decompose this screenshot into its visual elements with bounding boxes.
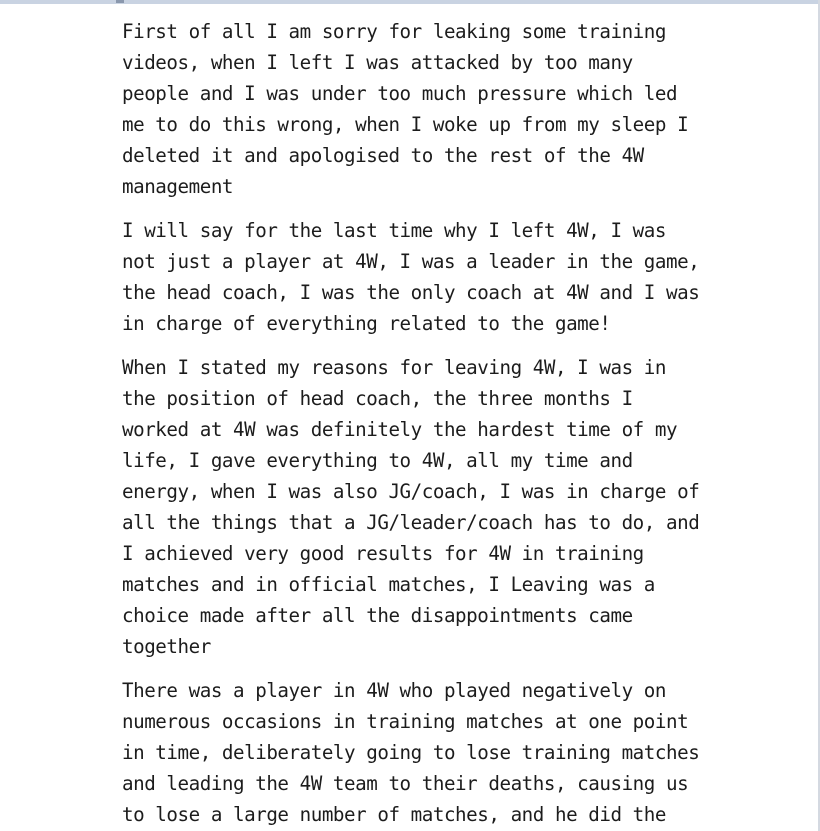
ruler-marker (116, 0, 124, 3)
paragraph-reasons: When I stated my reasons for leaving 4W, I was in the position of head coach, the three months I worked at 4W was definitely the hardest time of my life, I gave everything to 4W, all my time and energy, when I was also JG/coach, I was in charge of all the things that a JG/leader/coach has to do, and I achieved very good results for 4W in training matches and in official matches, I Leaving was a choice made after all the disappointments came together (122, 356, 700, 658)
document-text-area[interactable] (122, 16, 702, 831)
paragraph-apology: First of all I am sorry for leaking some training videos, when I left I was attacked by too many people and I was under too much pressure which led me to do this wrong, when I woke up from my sleep I deleted it and apologised to the rest of the 4W management (122, 20, 689, 198)
paragraph-why-left: I will say for the last time why I left 4W, I was not just a player at 4W, I was a leader in the game, the head coach, I was the only coach at 4W and I was in charge of everything related to the game! (122, 219, 700, 335)
paragraph-player-issue: There was a player in 4W who played negatively on numerous occasions in training matches at one point in time, deliberately going to lose training matches and leading the 4W team to their deaths, causing us to lose a large number of matches, and he did the (122, 679, 700, 826)
